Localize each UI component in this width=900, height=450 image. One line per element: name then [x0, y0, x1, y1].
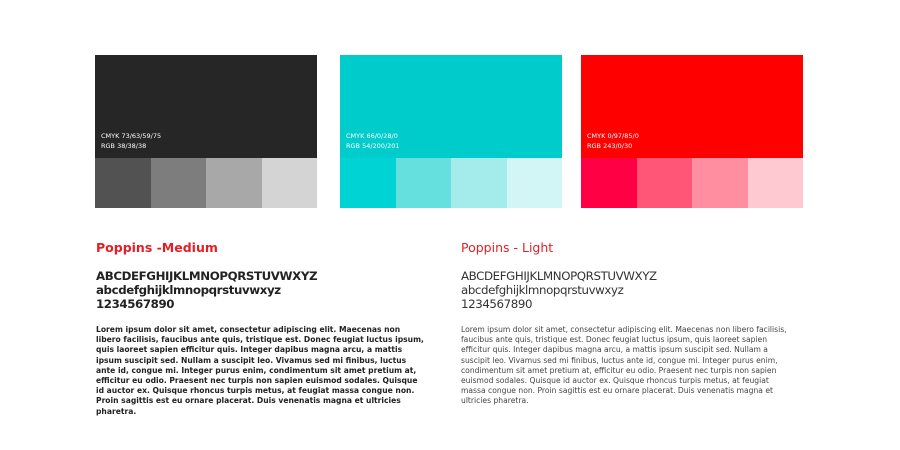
- glyph-specimen: [461, 269, 806, 311]
- tint-swatch: [748, 158, 804, 208]
- tint-swatch: [637, 158, 693, 208]
- type-specimen-medium: [96, 240, 441, 417]
- tint-swatch: [396, 158, 452, 208]
- rgb-value: RGB 38/38/38: [101, 142, 147, 150]
- type-specimen-light: [461, 240, 806, 407]
- tint-swatch: [95, 158, 151, 208]
- sample-paragraph: Lorem ipsum dolor sit amet, consectetur adipiscing elit. Maecenas non libero facilisis, faucibus ante quis, tristique est. Donec feugiat luctus ipsum, quis laoreet sapien efficitur quis. Integer dapibus magna arcu, a mattis ipsum suscipit sed. Nullam a suscipit leo. Vivamus sed mi finibus, luctus ante id, congue mi. Integer purus enim, condimentum sit amet pretium at, efficitur eu odio. Praesent nec turpis non sapien euismod sodales. Quisque id auctor ex. Quisque rhoncus turpis metus, at feugiat massa congue non. Proin sagittis est eu ornare placerat. Duis venenatis magna et ultricies pharetra.: [96, 325, 424, 416]
- tint-row: [340, 158, 562, 208]
- color-codes: [101, 131, 161, 151]
- color-codes: [346, 131, 400, 151]
- lowercase-alphabet: abcdefghijklmnopqrstuvwxyz: [461, 283, 624, 297]
- tint-swatch: [340, 158, 396, 208]
- swatch-main-red: [581, 55, 803, 158]
- font-name: Poppins -Medium: [96, 240, 218, 255]
- tint-swatch: [692, 158, 748, 208]
- palette-cyan: [340, 55, 562, 208]
- tint-swatch: [262, 158, 318, 208]
- rgb-value: RGB 54/200/201: [346, 142, 400, 150]
- swatch-main-dark: [95, 55, 317, 158]
- lowercase-alphabet: abcdefghijklmnopqrstuvwxyz: [96, 283, 281, 297]
- tint-row: [95, 158, 317, 208]
- uppercase-alphabet: ABCDEFGHIJKLMNOPQRSTUVWXYZ: [461, 269, 657, 283]
- palette-dark: [95, 55, 317, 208]
- tint-swatch: [151, 158, 207, 208]
- digits: 1234567890: [96, 297, 175, 311]
- tint-row: [581, 158, 803, 208]
- palette-red: [581, 55, 803, 208]
- tint-swatch: [507, 158, 563, 208]
- digits: 1234567890: [461, 297, 533, 311]
- cmyk-value: CMYK 0/97/85/0: [587, 132, 639, 140]
- tint-swatch: [581, 158, 637, 208]
- uppercase-alphabet: ABCDEFGHIJKLMNOPQRSTUVWXYZ: [96, 269, 318, 283]
- tint-swatch: [451, 158, 507, 208]
- font-name: Poppins - Light: [461, 240, 554, 255]
- rgb-value: RGB 243/0/30: [587, 142, 633, 150]
- cmyk-value: CMYK 66/0/28/0: [346, 132, 398, 140]
- swatch-main-cyan: [340, 55, 562, 158]
- glyph-specimen: [96, 269, 441, 311]
- sample-paragraph: Lorem ipsum dolor sit amet, consectetur adipiscing elit. Maecenas non libero facilisis, faucibus ante quis, tristique est. Donec feugiat luctus ipsum, quis laoreet sapien efficitur quis. Integer dapibus magna arcu, a mattis ipsum suscipit sed. Nullam a suscipit leo. Vivamus sed mi finibus, luctus ante id, congue mi. Integer purus enim, condimentum sit amet pretium at, efficitur eu odio. Praesent nec turpis non sapien euismod sodales. Quisque id auctor ex. Quisque rhoncus turpis metus, at feugiat massa congue non. Proin sagittis est eu ornare placerat. Duis venenatis magna et ultricies pharetra.: [461, 325, 787, 406]
- cmyk-value: CMYK 73/63/59/75: [101, 132, 162, 140]
- color-codes: [587, 131, 639, 151]
- tint-swatch: [206, 158, 262, 208]
